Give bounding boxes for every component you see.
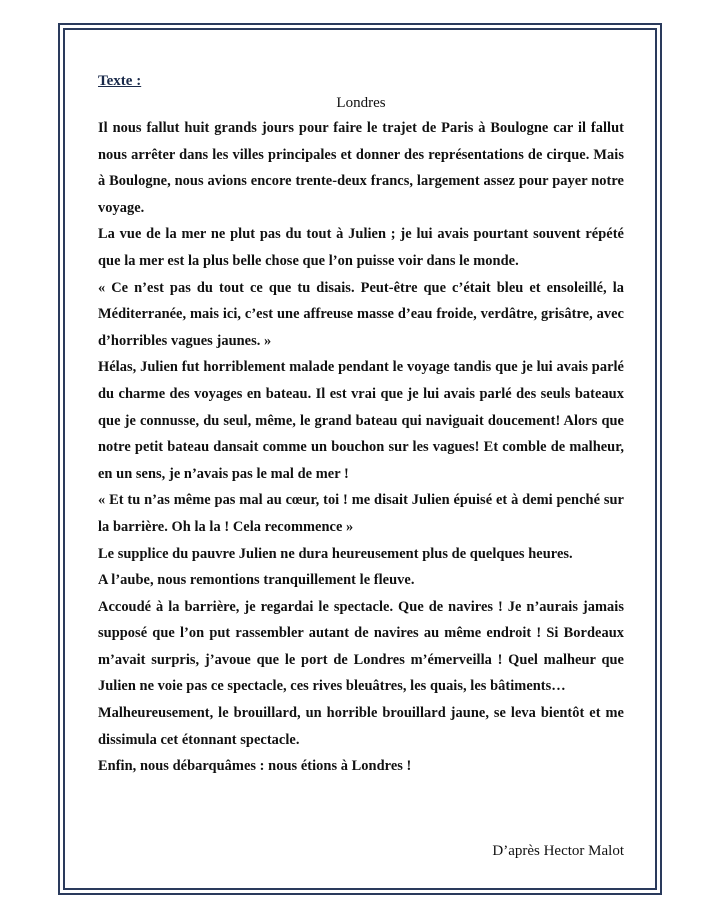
paragraph-2: La vue de la mer ne plut pas du tout à Julien ; je lui avais pourtant souvent répété que la mer est la plus belle chose que l’on puisse voir dans le monde.: [98, 226, 624, 269]
paragraph-1: Il nous fallut huit grands jours pour faire le trajet de Paris à Boulogne car il fallut nous arrêter dans les villes principales et donner des représentations de cirque. Mais à Boulogne, nous avions encore trente-deux francs, largement assez pour payer notre voyage.: [98, 120, 624, 216]
paragraph-10: Enfin, nous débarquâmes : nous étions à Londres !: [98, 758, 412, 775]
paragraph-8: Accoudé à la barrière, je regardai le spectacle. Que de navires ! Je n’aurais jamais supposé que l’on put rassembler autant de navires au même endroit ! Si Bordeaux m’avait surpris, j’avoue que le port de Londres m’émerveilla ! Quel malheur que Julien ne voie pas ce spectacle, ces rives bleuâtres, les quais, les bâtiments…: [98, 598, 624, 695]
paragraph-4: Hélas, Julien fut horriblement malade pendant le voyage tandis que je lui avais parlé du charme des voyages en bateau. Il est vrai que je lui avais parlé des seuls bateaux que je connusse, du seul, même, le grand bateau qui naviguait doucement! Alors que notre petit bateau dansait comme un bouchon sur les vagues! Et comble de malheur, en un sens, je n’avais pas le mal de mer !: [98, 359, 624, 482]
paragraph-6: Le supplice du pauvre Julien ne dura heureusement plus de quelques heures.: [98, 545, 573, 562]
author-attribution: D’après Hector Malot: [492, 843, 624, 859]
paragraph-3: « Ce n’est pas du tout ce que tu disais. Peut-être que c’était bleu et ensoleillé, la Méditerranée, mais ici, c’est une affreuse masse d’eau froide, verdâtre, grisâtre, avec d’horribles vagues jaunes. »: [98, 279, 624, 349]
text-label: Texte :: [98, 73, 142, 89]
paragraph-9: Malheureusement, le brouillard, un horrible brouillard jaune, se leva bientôt et me dissimula cet étonnant spectacle.: [98, 705, 624, 748]
paragraph-5: « Et tu n’as même pas mal au cœur, toi ! me disait Julien épuisé et à demi penché sur la barrière. Oh la la ! Cela recommence »: [98, 492, 624, 535]
text-body: [98, 70, 624, 780]
text-title: Londres: [336, 95, 386, 111]
paragraph-7: A l’aube, nous remontions tranquillement le fleuve.: [98, 572, 415, 589]
